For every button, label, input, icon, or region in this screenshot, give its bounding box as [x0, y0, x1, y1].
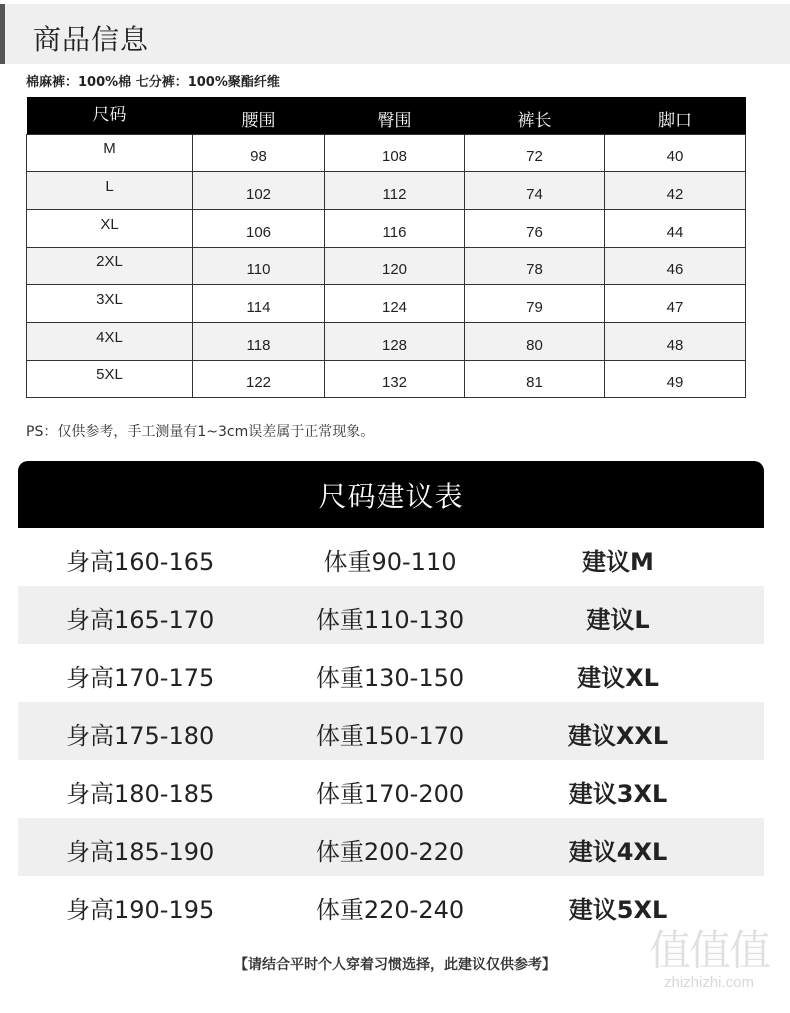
- weight-range: 体重90-110: [323, 548, 457, 576]
- suggested-size: 建议3XL: [568, 780, 668, 808]
- height-range: 身高180-185: [66, 780, 215, 808]
- recommendation-title: 尺码建议表: [318, 480, 464, 513]
- measurement-cell: 108: [325, 134, 465, 172]
- recommendation-table: [18, 528, 764, 934]
- measurement-cell: 80: [465, 322, 605, 360]
- suggested-size: 建议L: [586, 606, 650, 634]
- measurement-cell: 79: [465, 285, 605, 323]
- measurement-cell: 78: [465, 247, 605, 285]
- measurement-cell: 48: [605, 322, 746, 360]
- height-range: 身高165-170: [66, 606, 215, 634]
- size-cell: XL: [27, 209, 193, 247]
- size-cell: 3XL: [27, 285, 193, 323]
- measurement-cell: 124: [325, 285, 465, 323]
- weight-range: 体重200-220: [315, 838, 465, 866]
- table-row: [27, 285, 746, 323]
- table-row: [27, 172, 746, 210]
- measurement-cell: 44: [605, 209, 746, 247]
- column-header: 裤长: [465, 97, 605, 134]
- recommendation-header: [18, 461, 764, 528]
- section-title: 商品信息: [33, 23, 150, 56]
- recommendation-row: [18, 528, 764, 586]
- measurement-cell: 102: [193, 172, 325, 210]
- measurement-cell: 46: [605, 247, 746, 285]
- measurement-cell: 110: [193, 247, 325, 285]
- height-range: 身高185-190: [66, 838, 215, 866]
- measurement-cell: 72: [465, 134, 605, 172]
- weight-range: 体重170-200: [315, 780, 465, 808]
- height-range: 身高170-175: [66, 664, 215, 692]
- measurement-cell: 114: [193, 285, 325, 323]
- section-header: [0, 4, 790, 64]
- measurement-cell: 74: [465, 172, 605, 210]
- size-cell: L: [27, 172, 193, 210]
- size-table: [26, 97, 746, 398]
- recommendation-row: [18, 586, 764, 644]
- weight-range: 体重130-150: [315, 664, 465, 692]
- measurement-cell: 98: [193, 134, 325, 172]
- measurement-cell: 106: [193, 209, 325, 247]
- size-cell: 4XL: [27, 322, 193, 360]
- column-header: 臀围: [325, 97, 465, 134]
- measurement-cell: 120: [325, 247, 465, 285]
- table-row: [27, 360, 746, 398]
- height-range: 身高190-195: [66, 896, 215, 924]
- suggested-size: 建议M: [582, 548, 654, 576]
- watermark-logo: [634, 926, 784, 991]
- table-row: [27, 209, 746, 247]
- suggested-size: 建议5XL: [568, 896, 668, 924]
- measurement-cell: 128: [325, 322, 465, 360]
- recommendation-row: [18, 702, 764, 760]
- measurement-cell: 49: [605, 360, 746, 398]
- suggested-size: 建议XL: [577, 664, 659, 692]
- table-row: [27, 322, 746, 360]
- measurement-cell: 122: [193, 360, 325, 398]
- measurement-cell: 116: [325, 209, 465, 247]
- size-cell: 5XL: [27, 360, 193, 398]
- weight-range: 体重150-170: [315, 722, 465, 750]
- column-header: 腰围: [193, 97, 325, 134]
- weight-range: 体重220-240: [315, 896, 465, 924]
- measurement-cell: 40: [605, 134, 746, 172]
- suggested-size: 建议4XL: [568, 838, 668, 866]
- size-cell: 2XL: [27, 247, 193, 285]
- measurement-cell: 132: [325, 360, 465, 398]
- measurement-cell: 76: [465, 209, 605, 247]
- table-row: [27, 134, 746, 172]
- measurement-cell: 42: [605, 172, 746, 210]
- watermark-url: zhizhizhi.com: [663, 974, 755, 991]
- height-range: 身高160-165: [66, 548, 215, 576]
- watermark-glyphs: 值值值: [648, 926, 769, 975]
- table-row: [27, 247, 746, 285]
- measurement-cell: 81: [465, 360, 605, 398]
- height-range: 身高175-180: [66, 722, 215, 750]
- measurement-cell: 118: [193, 322, 325, 360]
- measurement-cell: 47: [605, 285, 746, 323]
- footer-note: 【请结合平时个人穿着习惯选择，此建议仅供参考】: [234, 957, 556, 973]
- size-table-header: [27, 97, 746, 134]
- material-info: 棉麻裤：100%棉 七分裤：100%聚酯纤维: [26, 75, 280, 90]
- measurement-cell: 112: [325, 172, 465, 210]
- suggested-size: 建议XXL: [567, 722, 669, 750]
- recommendation-row: [18, 644, 764, 702]
- column-header: 脚口: [605, 97, 746, 134]
- measurement-note: PS：仅供参考，手工测量有1~3cm误差属于正常现象。: [26, 424, 375, 440]
- column-header: 尺码: [27, 97, 193, 134]
- recommendation-row: [18, 818, 764, 876]
- weight-range: 体重110-130: [315, 606, 465, 634]
- recommendation-row: [18, 760, 764, 818]
- size-cell: M: [27, 134, 193, 172]
